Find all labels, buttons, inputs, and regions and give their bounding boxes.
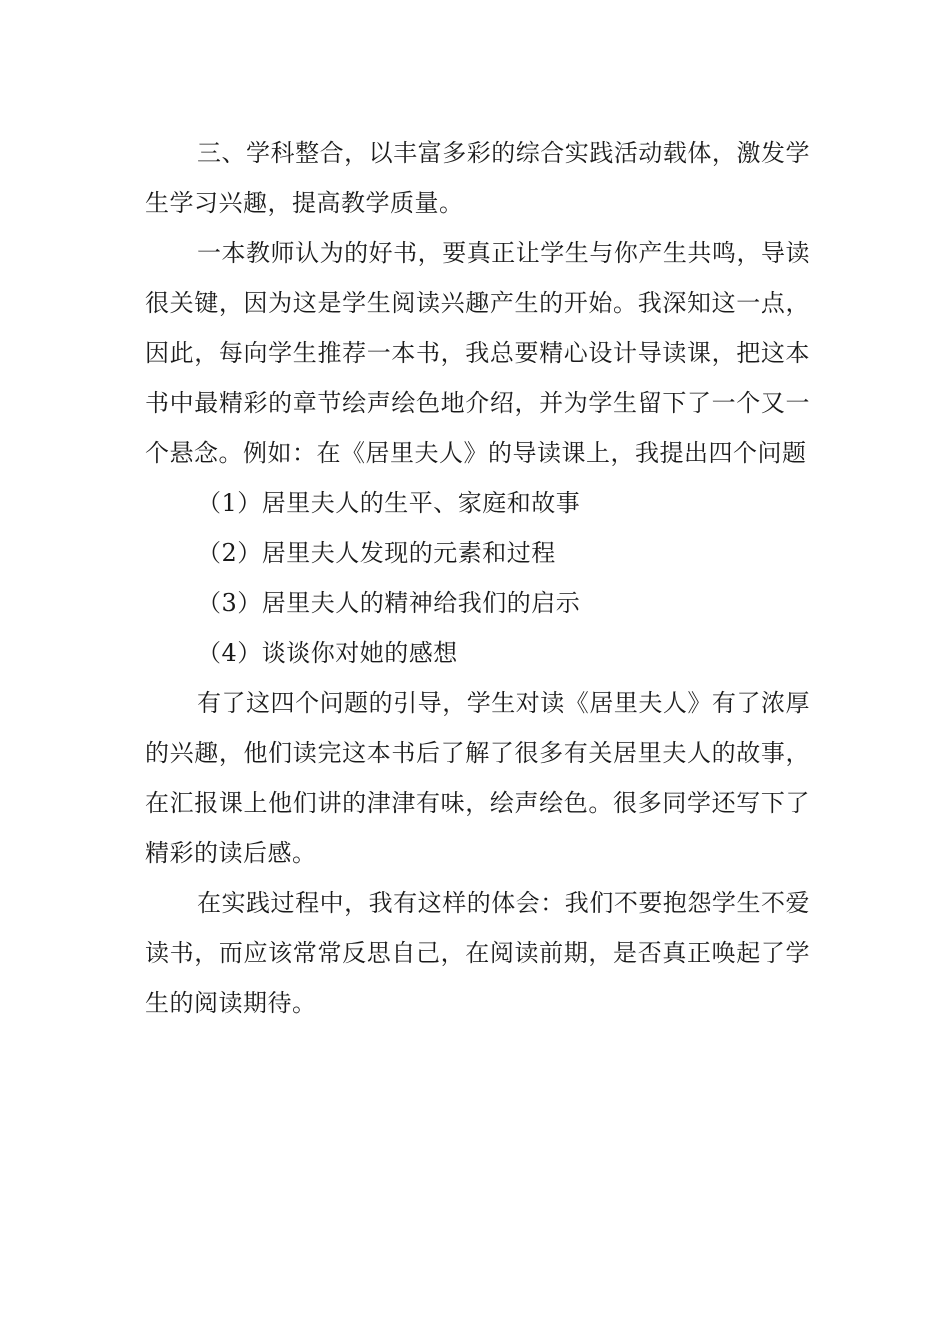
paragraph-reflection: 在实践过程中，我有这样的体会：我们不要抱怨学生不爱读书，而应该常常反思自己，在阅读前期，是否真正唤起了学生的阅读期待。 <box>145 889 810 1017</box>
document-body <box>145 128 810 1028</box>
question-item-1: （1）居里夫人的生平、家庭和故事 <box>197 489 581 517</box>
question-item-2: （2）居里夫人发现的元素和过程 <box>197 539 556 567</box>
question-item-3: （3）居里夫人的精神给我们的启示 <box>197 589 581 617</box>
paragraph-section-heading: 三、学科整合，以丰富多彩的综合实践活动载体，激发学生学习兴趣，提高教学质量。 <box>145 139 810 217</box>
paragraph-guided-reading: 一本教师认为的好书，要真正让学生与你产生共鸣，导读很关键，因为这是学生阅读兴趣产生的开始。我深知这一点，因此，每向学生推荐一本书，我总要精心设计导读课，把这本书中最精彩的章节绘声绘色地介绍，并为学生留下了一个又一个悬念。例如：在《居里夫人》的导读课上，我提出四个问题 <box>145 239 810 467</box>
paragraph-results: 有了这四个问题的引导，学生对读《居里夫人》有了浓厚的兴趣，他们读完这本书后了解了很多有关居里夫人的故事，在汇报课上他们讲的津津有味，绘声绘色。很多同学还写下了精彩的读后感。 <box>145 689 810 867</box>
question-item-4: （4）谈谈你对她的感想 <box>197 639 458 667</box>
